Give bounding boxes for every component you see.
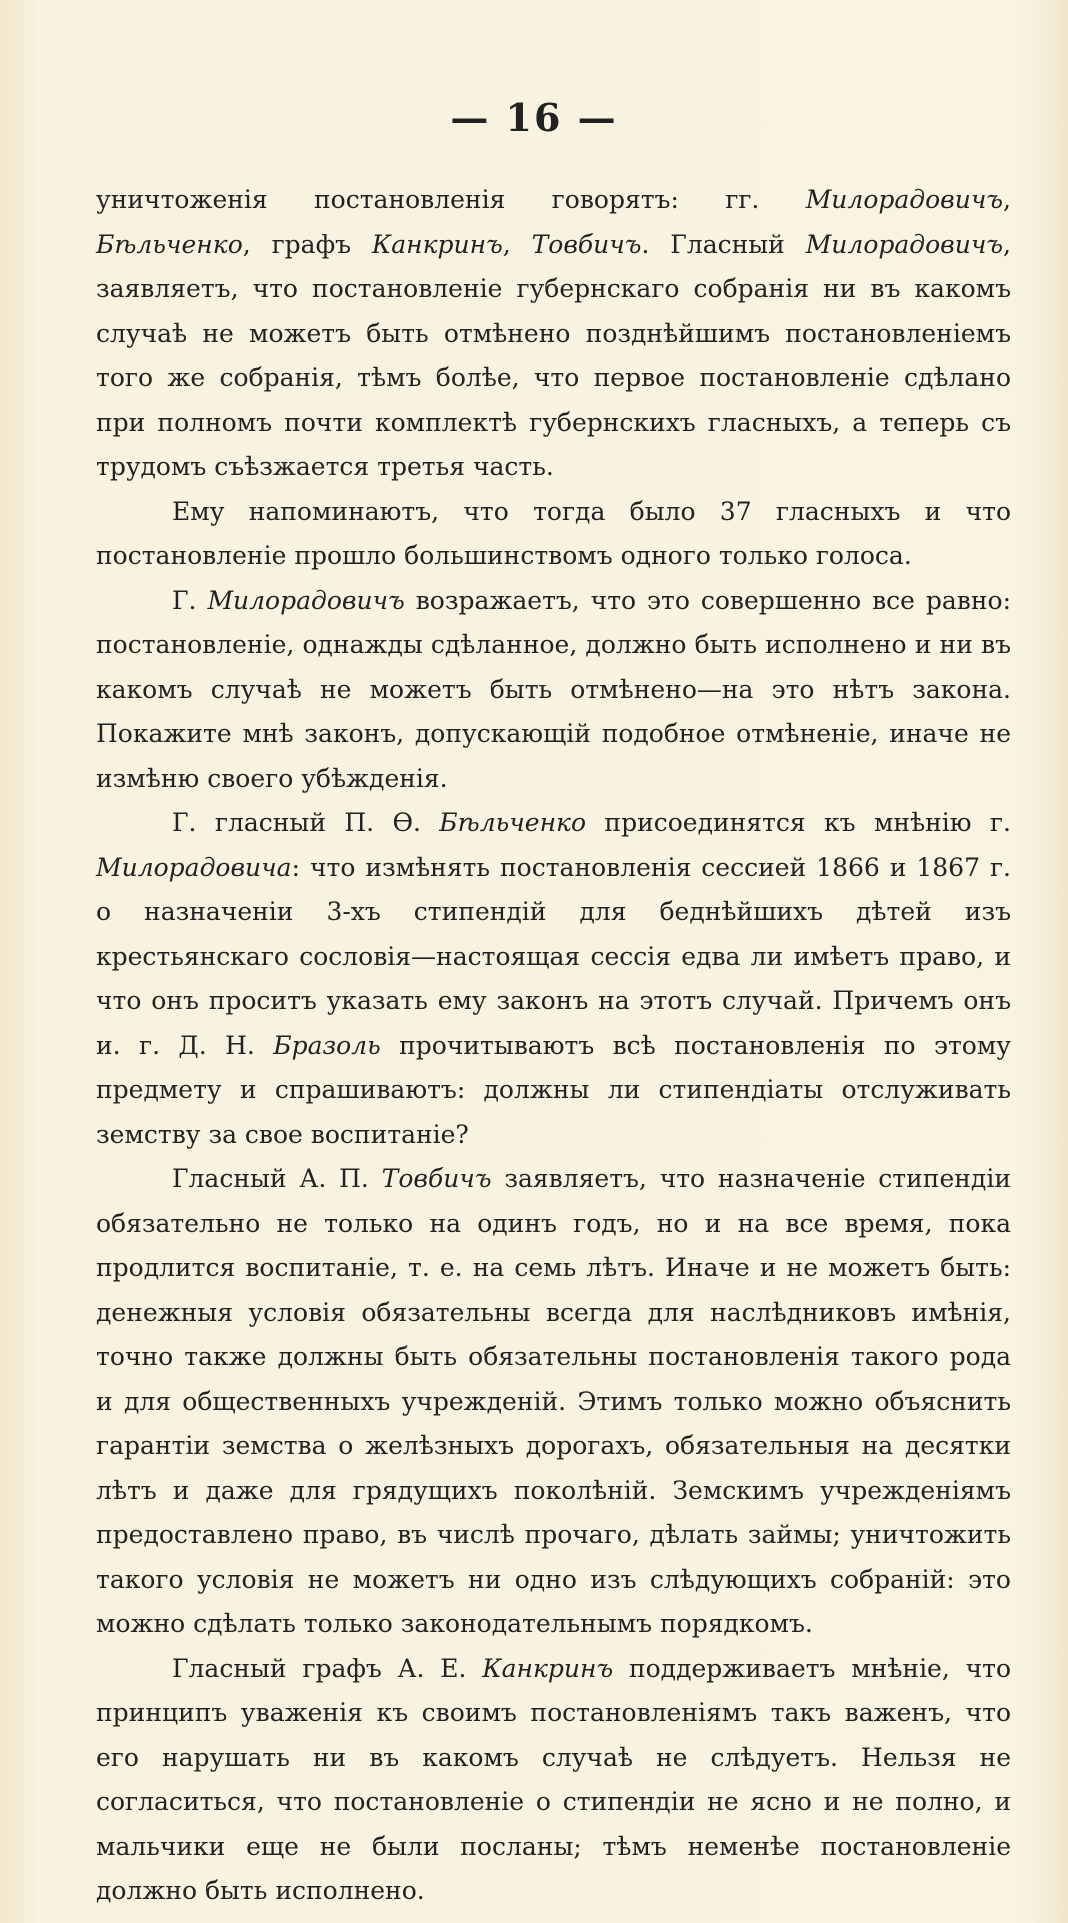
text-run: заявляетъ, что назначеніе стипендіи обязательно не только на одинъ годъ, но и на все время, пока продлится воспитаніе, т. е. на семь лѣтъ. Иначе и не можетъ быть: денежныя условія обязательны всегда для наслѣдниковъ имѣнія, точно также должны быть обязательны постановленія такого рода и для общественныхъ учрежденій. Этимъ только можно объяснить гарантіи земства о желѣзныхъ дорогахъ, обязательныя на десятки лѣтъ и даже для грядущихъ поколѣній. Земскимъ учрежденіямъ предоставлено право, въ числѣ прочаго, дѣлать займы; уничтожить такого условія не можетъ ни одно изъ слѣдующихъ собраній: это можно сдѣлать только законодательнымъ порядкомъ.: [96, 1164, 1011, 1638]
name-run: Милорадовичъ: [207, 585, 405, 615]
text-run: ,: [502, 229, 532, 259]
name-run: Бразоль: [273, 1030, 381, 1060]
name-run: Милорадовича: [96, 852, 292, 882]
text-run: : что измѣнять постановленія сессией 1866 и 1867 г. о назначеніи 3-хъ стипендій для беднѣйшихъ дѣтей изъ крестьянскаго сословія—настоящая сессія едва ли имѣетъ право, и что онъ проситъ указать ему законъ на этотъ случай. Причемъ онъ и. г. Д. Н.: [96, 852, 1011, 1060]
text-run: Ему напоминаютъ, что тогда было 37 гласныхъ и что постановленіе прошло большинствомъ одного только голоса.: [96, 496, 1011, 570]
text-run: ,: [1003, 185, 1011, 214]
text-run: Г.: [172, 585, 208, 615]
paragraph-3: [96, 579, 1011, 802]
name-run: Товбичъ: [381, 1164, 492, 1193]
paragraph-1: [96, 178, 1011, 490]
body-text: [96, 178, 1011, 1914]
name-run: Милорадовичъ: [805, 185, 1004, 214]
paragraph-5: [96, 1157, 1011, 1647]
text-run: поддерживаетъ мнѣніе, что принципъ уваженія къ своимъ постановленіямъ такъ важенъ, что его нарушать ни въ какомъ случаѣ не слѣдуетъ. Нельзя не согласиться, что постановленіе о стипендіи не ясно и не полно, и мальчики еще не были посланы; тѣмъ неменѣе постановленіе должно быть исполнено.: [96, 1653, 1012, 1905]
name-run: Канкринъ: [482, 1653, 614, 1683]
text-run: Г. гласный П. Ѳ.: [172, 808, 440, 837]
text-run: прочитываютъ всѣ постановленія по этому предмету и спрашиваютъ: должны ли стипендіаты отслуживать земству за свое воспитаніе?: [96, 1030, 1011, 1149]
text-run: уничтоженія постановленія говорятъ: гг.: [96, 185, 806, 214]
name-run: Милорадовичъ: [805, 229, 1004, 259]
text-run: Гласный А. П.: [172, 1164, 382, 1193]
paragraph-6: [96, 1647, 1011, 1914]
text-run: присоединятся къ мнѣнію г.: [586, 808, 1011, 837]
text-run: , заявляетъ, что постановленіе губернскаго собранія ни въ какомъ случаѣ не можетъ быть отмѣнено позднѣйшимъ постановленіемъ того же собранія, тѣмъ болѣе, что первое постановленіе сдѣлано при полномъ почти комплектѣ губернскихъ гласныхъ, а теперь съ трудомъ съѣзжается третья часть.: [96, 229, 1011, 481]
page-number: — 16 —: [450, 95, 618, 140]
text-run: возражаетъ, что это совершенно все равно: постановленіе, однажды сдѣланное, должно быть исполнено и ни въ какомъ случаѣ не можетъ быть отмѣнено—на это нѣтъ закона. Покажите мнѣ законъ, допускающій подобное отмѣненіе, иначе не измѣню своего убѣжденія.: [96, 585, 1012, 793]
name-run: Канкринъ: [371, 229, 503, 259]
text-run: . Гласный: [641, 229, 806, 259]
name-run: Бѣльченко: [439, 808, 587, 837]
name-run: Бѣльченко: [96, 229, 243, 259]
text-run: Гласный графъ А. Е.: [172, 1653, 483, 1683]
text-run: , графъ: [242, 229, 372, 259]
paragraph-2: [96, 490, 1011, 579]
name-run: Товбичъ: [531, 229, 642, 259]
paragraph-4: [96, 801, 1011, 1157]
